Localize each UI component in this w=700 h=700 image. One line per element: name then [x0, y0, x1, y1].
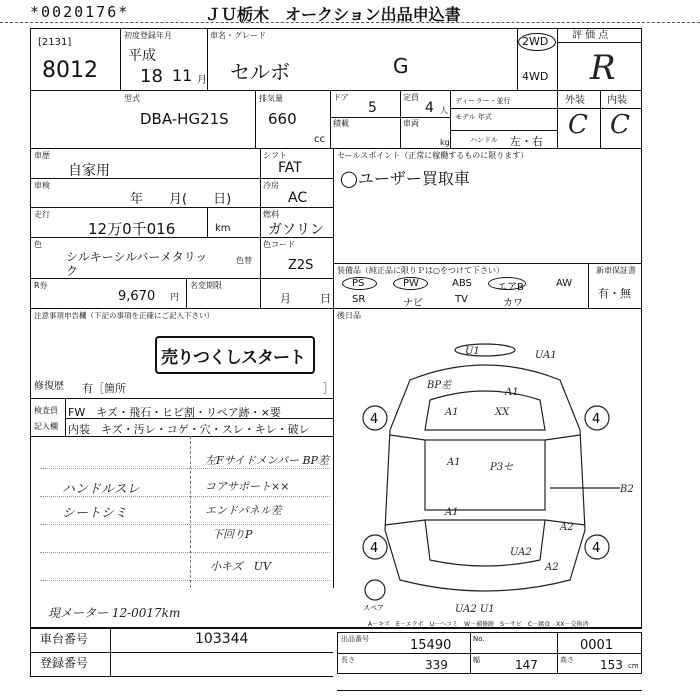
int-value: C — [610, 110, 630, 140]
equip-sr: SR — [352, 294, 366, 305]
mark-a2-rear: A2 — [545, 562, 559, 573]
shift-label: シフト — [263, 151, 287, 160]
shift-value: FAT — [278, 160, 302, 176]
frame-label-2: No. — [473, 635, 485, 643]
transfer-label: 名変期限 — [190, 281, 222, 290]
model-value: DBA-HG21S — [140, 110, 229, 128]
ext-label: 外装 — [565, 95, 585, 106]
remark-2: コアサポート×× — [205, 480, 290, 493]
fuel-value: ガソリン — [268, 222, 324, 238]
usage-value: 自家用 — [68, 163, 110, 179]
sales-point-text: ◯ユーザー買取車 — [340, 169, 470, 188]
seats-label: 定員 — [403, 93, 419, 102]
length-label: 長さ — [341, 656, 355, 664]
equip-airbag: エアB — [497, 282, 524, 293]
rating-value: R — [590, 48, 616, 88]
inspection-label: 車検 — [34, 181, 50, 190]
equip-aw: AW — [556, 278, 573, 289]
length-value: 339 — [425, 658, 448, 672]
sales-point-label: セールスポイント（正常に稼働するものに限ります） — [337, 151, 529, 160]
fuel-label: 燃料 — [263, 210, 279, 219]
color-change-label: 色替 — [236, 256, 252, 265]
recycle-label: R券 — [34, 281, 48, 290]
ac-value: AC — [288, 190, 308, 206]
reg-month-unit: 月 — [197, 75, 207, 86]
recycle-value: 9,670 — [118, 289, 156, 304]
repair-value: 有［箇所 — [82, 382, 126, 395]
name-label: 車名・グレード — [210, 31, 266, 40]
equip-navi: ナビ — [403, 298, 423, 309]
equip-pw-circle — [393, 277, 428, 290]
equip-leather: カワ — [503, 298, 523, 309]
warranty-label: 新車保証書 — [596, 266, 636, 275]
drive-2wd: 2WD — [522, 35, 549, 48]
mileage-value: 12万0千016 — [88, 220, 176, 238]
seats-value: 4 — [425, 100, 434, 116]
warranty-value: 有・無 — [598, 287, 631, 300]
equip-tv: TV — [455, 294, 468, 305]
lot-code: [2131] — [38, 37, 72, 48]
reg-month: 11 — [172, 66, 193, 85]
mark-bp: BP差 — [427, 380, 452, 391]
mark-xx: XX — [495, 407, 510, 418]
vehicle-label: 車両 — [403, 119, 419, 128]
inspector-label-1: 検査員 — [34, 406, 58, 415]
ext-value: C — [568, 110, 588, 140]
frame-value-2: 0001 — [580, 638, 614, 653]
inspector-row-2: 内装 キズ・汚レ・コゲ・穴・スレ・キレ・破レ — [68, 423, 310, 436]
wheel-fl: 4 — [370, 412, 379, 427]
equipment-label: 装備品（純正品に限りＰは○をつけて下さい） — [337, 266, 504, 275]
equip-pw: PW — [403, 278, 419, 289]
mark-a1-rear: A1 — [445, 507, 459, 518]
chassis-value: 103344 — [195, 631, 249, 647]
registration-label: 登録番号 — [40, 656, 89, 670]
width-label: 幅 — [473, 656, 480, 664]
equip-ps: PS — [352, 278, 365, 289]
doors-label: ドア — [333, 93, 349, 102]
loading-label: 積載 — [333, 119, 349, 128]
size-unit: cm — [628, 662, 639, 670]
repair-close: ］ — [323, 382, 334, 395]
spare-label: スペア — [363, 604, 384, 612]
note-2: シートシミ — [62, 506, 128, 521]
dealer-label: ディーラー・並行 — [455, 97, 511, 105]
car-name: セルボ — [230, 60, 290, 84]
mark-a2-right: A2 — [560, 522, 574, 533]
disp-value: 660 — [268, 110, 297, 128]
reg-year: 18 — [140, 66, 163, 87]
mark-p3: P3セ — [490, 462, 514, 473]
equip-airbag-circle — [488, 277, 526, 290]
recycle-unit: 円 — [170, 293, 180, 303]
height-value: 153 — [600, 658, 623, 672]
frame-label: 出品番号 — [341, 635, 369, 643]
mark-b2: B2 — [620, 484, 634, 495]
remark-4: 下回りP — [212, 528, 253, 541]
inspector-label-2: 記入欄 — [34, 422, 58, 431]
width-value: 147 — [515, 658, 538, 672]
handle-value: 左・右 — [510, 135, 543, 148]
equip-ps-circle — [342, 277, 377, 290]
model-year-label: モデル 年式 — [455, 113, 492, 121]
equip-abs: ABS — [452, 278, 472, 289]
ac-label: 冷房 — [263, 181, 279, 190]
stamp-text: 売りつくしスタート — [161, 348, 305, 368]
inspection-value: 年 月( 日) — [130, 192, 232, 207]
model-label: 型式 — [124, 94, 140, 103]
mark-ua2: UA2 — [510, 547, 532, 558]
mark-a1-door: A1 — [447, 457, 461, 468]
form-title: ＪＵ栃木 オークション出品申込書 — [205, 5, 461, 24]
car-grade: G — [393, 54, 409, 78]
disp-unit: cc — [314, 134, 325, 145]
note-1: ハンドルスレ — [62, 482, 140, 497]
handle-label: ハンドル — [470, 136, 498, 144]
wheel-rl: 4 — [370, 541, 379, 556]
notes-label: 注意事項申告欄（下記の事項を正確にご記入下さい） — [34, 311, 214, 320]
loading-unit: kg — [440, 138, 450, 147]
serial-number: *0020176* — [30, 3, 130, 21]
mark-a1-left: A1 — [445, 407, 459, 418]
mark-ua2-u1: UA2 U1 — [455, 604, 495, 615]
usage-label: 車歴 — [34, 151, 50, 160]
frame-value: 15490 — [410, 638, 452, 653]
vehicle-diagram — [335, 340, 635, 620]
int-label: 内装 — [607, 95, 627, 106]
chassis-label: 車台番号 — [40, 632, 89, 646]
mileage-label: 走行 — [34, 210, 50, 219]
later-label: 後日品 — [337, 311, 361, 320]
transfer-day: 日 — [320, 292, 331, 305]
reg-era: 平成 — [128, 48, 156, 64]
damage-legend: A－キズ E－エクボ U－ヘコミ W－補修跡 S－サビ C－腐食 XX－交換済 — [368, 621, 589, 628]
mark-a1-hood: A1 — [505, 387, 519, 398]
disp-label: 排気量 — [259, 94, 283, 103]
mileage-unit: km — [215, 223, 231, 234]
doors-value: 5 — [368, 100, 377, 116]
rating-label: 評 価 点 — [572, 30, 609, 41]
reg-label: 初度登録年月 — [124, 31, 172, 40]
lot-number: 8012 — [42, 58, 98, 83]
wheel-fr: 4 — [592, 412, 601, 427]
color-code-label: 色コード — [263, 240, 295, 249]
mark-ua1: UA1 — [535, 350, 557, 361]
odometer-note: 現メーター 12-0017km — [48, 606, 181, 620]
color-value-1: シルキーシルバーメタリッ — [66, 250, 208, 264]
wheel-rr: 4 — [592, 541, 601, 556]
color-value-2: ク — [66, 264, 79, 278]
seats-unit: 人 — [440, 106, 448, 115]
color-label: 色 — [34, 240, 42, 249]
transfer-month: 月 — [280, 292, 291, 305]
color-code-value: Z2S — [288, 258, 314, 273]
remark-5: 小キズ UV — [210, 560, 271, 573]
height-label: 高さ — [560, 656, 574, 664]
repair-label: 修復歴 — [34, 381, 64, 392]
drive-4wd: 4WD — [522, 70, 549, 83]
remark-3: エンドパネル差 — [205, 504, 282, 517]
mark-u1-top: U1 — [465, 346, 480, 357]
remark-1: 左Fサイドメンバー BP差 — [205, 454, 329, 467]
inspector-row-1: FW キズ・飛石・ヒビ割・リペア跡・×要 — [68, 406, 281, 419]
